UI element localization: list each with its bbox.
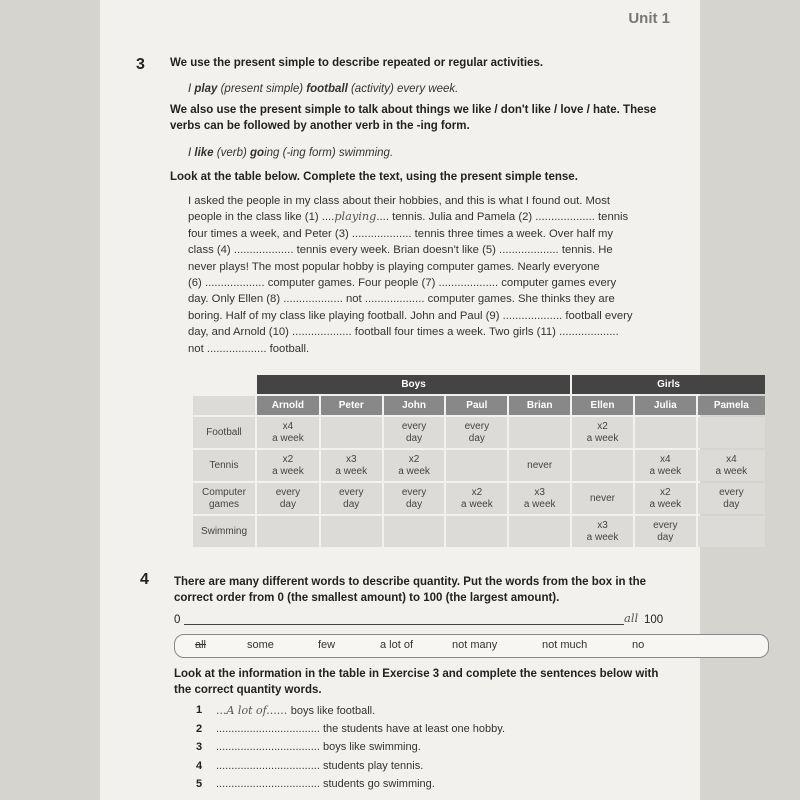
word-box-item: few	[318, 639, 336, 651]
exercise-4-number: 4	[140, 571, 149, 588]
unit-label: Unit 1	[628, 10, 670, 27]
row-label: Swimming	[193, 516, 255, 547]
column-header: John	[384, 396, 445, 415]
column-header: Peter	[321, 396, 382, 415]
item-number: 2	[196, 722, 203, 735]
table-cell: x2 a week	[446, 483, 507, 514]
sentence-item: ...A lot of...... boys like football.	[216, 704, 376, 717]
table-cell	[698, 516, 765, 547]
table-row	[193, 417, 765, 448]
table-cell: every day	[635, 516, 696, 547]
exercise-3-number: 3	[136, 56, 145, 73]
scale-start: 0	[174, 614, 181, 626]
item-number: 3	[196, 741, 203, 753]
table-cell: x4 a week	[635, 450, 696, 481]
table-cell: every day	[321, 483, 382, 514]
story-line: day. Only Ellen (8) ................... not ................... computer games. She thinks they are	[188, 293, 615, 306]
table-cell: x3 a week	[572, 516, 633, 547]
table-row	[193, 483, 765, 514]
column-header: Paul	[446, 396, 507, 415]
ex4-instruction2-line1: Look at the information in the table in Exercise 3 and complete the sentences below with	[174, 668, 659, 680]
story-line: I asked the people in my class about their hobbies, and this is what I found out. Most	[188, 195, 610, 207]
item-number: 4	[196, 759, 203, 772]
table-cell: x2 a week	[257, 450, 319, 481]
table-cell	[509, 417, 570, 448]
quantity-word-box	[174, 634, 769, 658]
story-line: people in the class like (1) ....playing.... tennis. Julia and Pamela (2) ................... tennis	[188, 210, 629, 224]
table-cell: x2 a week	[384, 450, 445, 481]
table-cell: x4 a week	[257, 417, 319, 448]
ex3-rule2-line1: We also use the present simple to talk about things we like / don't like / love / hate. These	[170, 104, 657, 116]
ex4-instruction2-line2: the correct quantity words.	[174, 684, 322, 696]
table-cell: x4 a week	[698, 450, 765, 481]
row-label: Tennis	[193, 450, 255, 481]
ex3-example2: I like (verb) going (-ing form) swimming.	[188, 147, 394, 159]
ex3-rule1: We use the present simple to describe repeated or regular activities.	[170, 57, 544, 69]
table-cell	[635, 417, 696, 448]
workbook-page	[100, 0, 749, 800]
table-cell	[446, 516, 507, 547]
table-cell: x2 a week	[572, 417, 633, 448]
ex4-instruction-line2: correct order from 0 (the smallest amount) to 100 (the largest amount).	[174, 592, 560, 604]
table-cell: every day	[446, 417, 507, 448]
table-cell	[321, 516, 382, 547]
row-label: Football	[193, 417, 255, 448]
quantity-scale-line	[184, 624, 624, 625]
story-line: day, and Arnold (10) ................... football four times a week. Two girls (11) ...................	[188, 326, 619, 339]
scale-end: 100	[644, 614, 664, 626]
table-cell	[384, 516, 445, 547]
group-header-boys: Boys	[257, 375, 570, 394]
table-cell: x3 a week	[509, 483, 570, 514]
table-cell	[446, 450, 507, 481]
sentence-item: .................................. the students have at least one hobby.	[216, 722, 506, 735]
sentence-item: .................................. students play tennis.	[216, 759, 424, 772]
story-line: not ................... football.	[188, 342, 310, 355]
column-header: Arnold	[257, 396, 319, 415]
table-cell	[572, 450, 633, 481]
story-line: never plays! The most popular hobby is playing computer games. Nearly everyone	[188, 260, 600, 273]
group-header-girls: Girls	[572, 375, 765, 394]
table-cell	[321, 417, 382, 448]
table-cell	[257, 516, 319, 547]
table-cell	[698, 417, 765, 448]
table-cell: x3 a week	[321, 450, 382, 481]
scale-handwritten-answer: all	[624, 611, 639, 625]
word-box-item: all	[195, 639, 207, 651]
table-cell: every day	[384, 417, 445, 448]
ex3-story-text	[188, 193, 666, 357]
column-header: Brian	[509, 396, 570, 415]
word-box-item: some	[247, 639, 274, 651]
table-row	[193, 450, 765, 481]
ex3-example1: I play (present simple) football (activity) every week.	[188, 83, 459, 95]
word-box-item: not much	[542, 639, 588, 651]
ex4-instruction-line1: There are many different words to describe quantity. Put the words from the box in the	[174, 576, 646, 588]
item-number: 5	[196, 778, 203, 790]
column-header: Julia	[635, 396, 696, 415]
table-cell: x2 a week	[635, 483, 696, 514]
column-header: Pamela	[698, 396, 765, 415]
table-cell: every day	[257, 483, 319, 514]
story-line: four times a week, and Peter (3) ................... tennis three times a week. Over half my	[188, 227, 614, 240]
word-box-item: a lot of	[380, 639, 414, 651]
handwritten-answer: ...A lot of......	[216, 704, 291, 717]
item-number: 1	[196, 704, 203, 716]
table-cell	[509, 516, 570, 547]
word-box-item: not many	[452, 639, 498, 651]
column-header: Ellen	[572, 396, 633, 415]
ex3-instruction: Look at the table below. Complete the text, using the present simple tense.	[170, 171, 578, 183]
story-line: (6) ................... computer games. Four people (7) ................... computer games every	[188, 277, 617, 290]
story-line: class (4) ................... tennis every week. Brian doesn't like (5) ................... tennis. He	[188, 244, 613, 257]
row-label: Computer games	[193, 483, 255, 514]
ex3-rule2-line2: verbs can be followed by another verb in the -ing form.	[170, 120, 470, 132]
story-line: boring. Half of my class like playing football. John and Paul (9) ................... football every	[188, 309, 633, 322]
table-row	[193, 516, 765, 547]
table-cell: never	[572, 483, 633, 514]
sentence-item: .................................. boys like swimming.	[216, 741, 421, 753]
handwritten-answer: playing	[334, 210, 377, 224]
table-cell: every day	[698, 483, 765, 514]
word-box-item: no	[632, 639, 645, 651]
sentence-item: .................................. students go swimming.	[216, 778, 435, 790]
table-cell: every day	[384, 483, 445, 514]
table-cell: never	[509, 450, 570, 481]
hobbies-table	[191, 373, 767, 549]
